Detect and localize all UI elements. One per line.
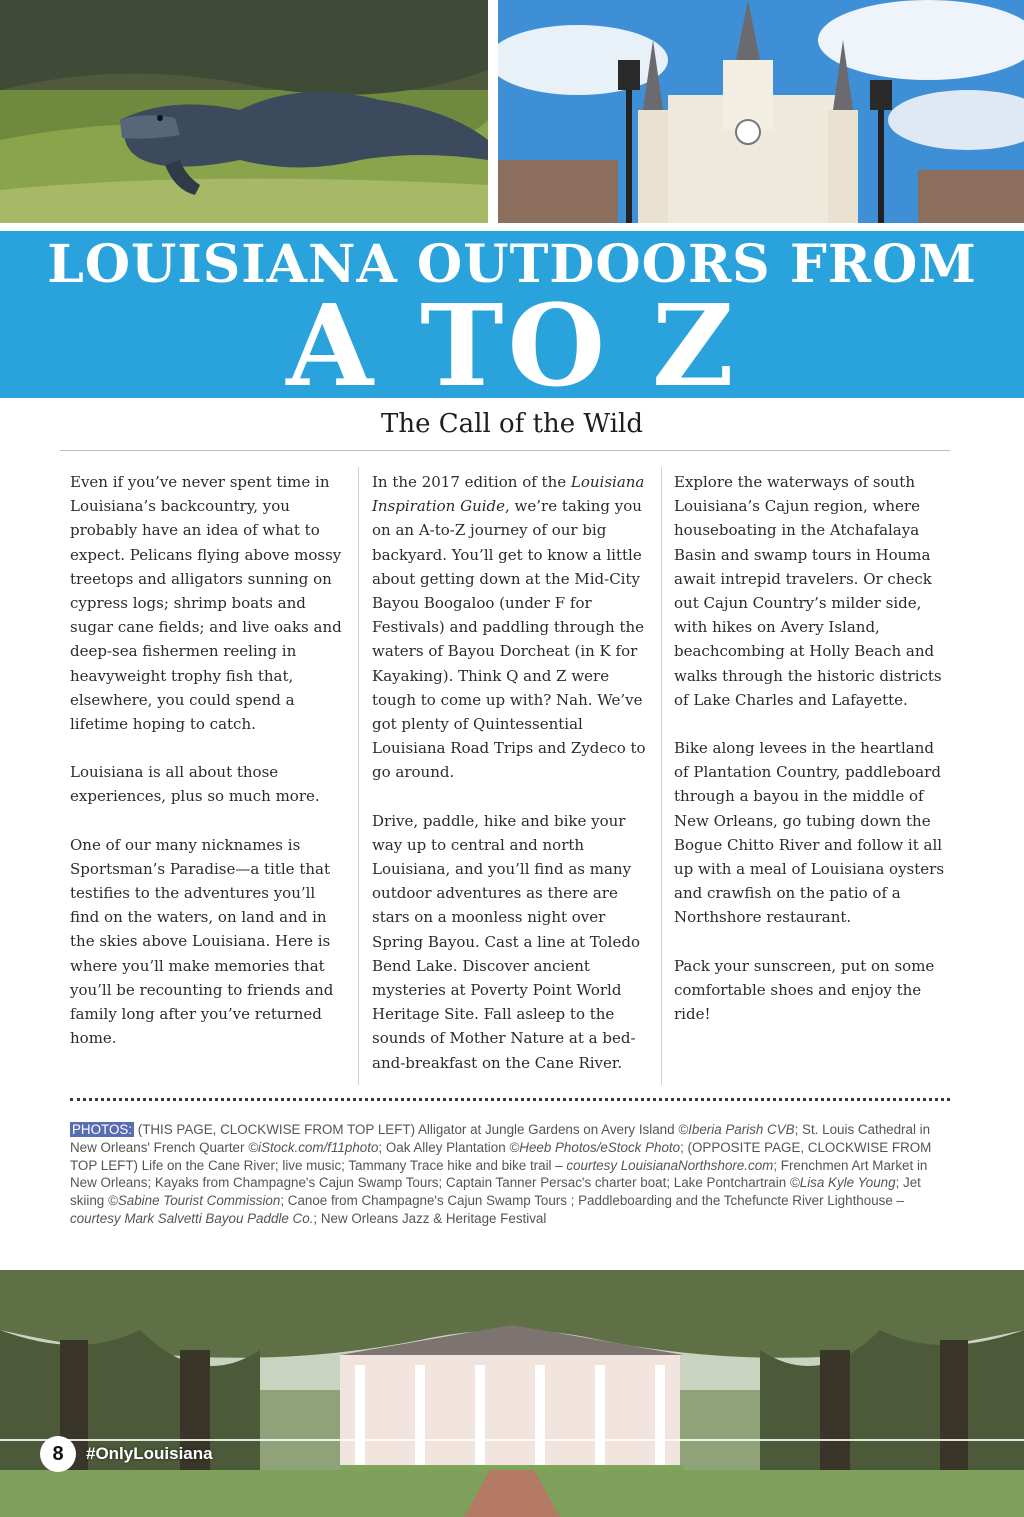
paragraph: Bike along levees in the heartland of Plantation Country, paddleboard through a bayou in the middle of New Orleans, go tubing down the Bogue Chitto River and follow it all up with a meal of Louisiana oysters and crawfish on the patio of a Northshore restaurant. bbox=[674, 739, 945, 927]
credit-source: ©Lisa Kyle Young bbox=[789, 1175, 896, 1191]
credit-text: ; Oak Alley Plantation bbox=[378, 1139, 510, 1155]
credit-text: ; St. Louis Cathedral in New Orleans' French Quarter bbox=[70, 1122, 931, 1155]
plantation-photo bbox=[0, 1270, 1024, 1517]
paragraph: Louisiana is all about those experiences, plus so much more. bbox=[70, 763, 320, 806]
credit-text: (THIS PAGE, CLOCKWISE FROM TOP LEFT) Alligator at Jungle Gardens on Avery Island bbox=[134, 1122, 679, 1137]
credit-text: ; Canoe from Champagne's Cajun Swamp Tours ; Paddleboarding and the Tchefuncte River Lighthouse – bbox=[280, 1193, 904, 1209]
paragraph: Drive, paddle, hike and bike your way up to central and north Louisiana, and you’ll find as many outdoor adventures as there are stars on a moonless night over Spring Bayou. Cast a line at Toledo Bend Lake. Discover ancient mysteries at Poverty Point World Heritage Site. Fall asleep to the sounds of Mother Nature at a bed-and-breakfast on the Cane River. bbox=[372, 811, 640, 1072]
banner-title-line2: A TO Z bbox=[286, 281, 738, 398]
credit-source: courtesy Mark Salvetti Bayou Paddle Co. bbox=[70, 1210, 314, 1226]
column-divider bbox=[358, 467, 359, 1085]
credits-label: PHOTOS: bbox=[72, 1122, 133, 1137]
credit-source: courtesy LouisianaNorthshore.com bbox=[566, 1157, 774, 1173]
guide-title: Louisiana Inspiration Guide bbox=[372, 473, 645, 516]
footer-hashtag: #OnlyLouisiana bbox=[86, 1444, 213, 1463]
article-column-1 bbox=[70, 470, 345, 1074]
title-banner bbox=[0, 231, 1024, 398]
credit-text: ; Jet skiing bbox=[70, 1175, 921, 1209]
text-run: In the 2017 edition of the bbox=[372, 473, 571, 491]
column-divider bbox=[661, 467, 662, 1085]
article-column-2 bbox=[372, 470, 647, 1099]
paragraph: Pack your sunscreen, put on some comfortable shoes and enjoy the ride! bbox=[674, 956, 935, 1024]
subtitle: The Call of the Wild bbox=[381, 409, 643, 439]
credit-source: ©Sabine Tourist Commission bbox=[107, 1193, 281, 1209]
credit-source: ©Iberia Parish CVB bbox=[678, 1122, 795, 1137]
paragraph: One of our many nicknames is Sportsman’s Paradise—a title that testifies to the adventures you’ll find on the waters, on land and in the skies above Louisiana. Here is where you’ll make memories that you’ll be recounting to friends and family long after you’ve returned home. bbox=[70, 835, 334, 1048]
credit-text: ; (OPPOSITE PAGE, CLOCKWISE FROM TOP LEFT) Life on the Cane River; live music; Tammany Trace hike and bike trail – bbox=[70, 1139, 932, 1173]
photo-credits bbox=[70, 1121, 950, 1228]
paragraph: Explore the waterways of south Louisiana’s Cajun region, where houseboating in the Atchafalaya Basin and swamp tours in Houma await intrepid travelers. Or check out Cajun Country’s milder side, with hikes on Avery Island, beachcombing at Holly Beach and walks through the historic districts of Lake Charles and Lafayette. bbox=[674, 473, 942, 709]
alligator-photo bbox=[0, 0, 488, 223]
credit-text: ; New Orleans Jazz & Heritage Festival bbox=[313, 1210, 547, 1226]
credit-source: ©Heeb Photos/eStock Photo bbox=[509, 1139, 681, 1155]
cathedral-photo bbox=[498, 0, 1024, 223]
banner-title-line1: LOUISIANA OUTDOORS FROM bbox=[47, 234, 977, 295]
subtitle-rule bbox=[60, 450, 950, 451]
text-run: , we’re taking you on an A-to-Z journey of our big backyard. You’ll get to know a little about getting down at the Mid-City Bayou Boogaloo (under F for Festivals) and paddling through the waters of Bayou Dorcheat (in K for Kayaking). Think Q and Z were tough to come up with? Nah. We’ve got plenty of Quintessential Louisiana Road Trips and Zydeco to go around. bbox=[372, 497, 646, 782]
page-number: 8 bbox=[40, 1436, 76, 1472]
credit-text: ; Frenchmen Art Market in New Orleans; Kayaks from Champagne's Cajun Swamp Tours; Captain Tanner Persac's charter boat; Lake Pontchartrain bbox=[70, 1157, 928, 1191]
dotted-separator bbox=[70, 1098, 950, 1101]
paragraph: Even if you’ve never spent time in Louisiana’s backcountry, you probably have an idea of what to expect. Pelicans flying above mossy treetops and alligators sunning on cypress logs; shrimp boats and sugar cane fields; and live oaks and deep-sea fishermen reeling in heavyweight trophy fish that, elsewhere, you could spend a lifetime hoping to catch. bbox=[70, 473, 342, 734]
paragraph bbox=[372, 470, 647, 785]
credit-source: ©iStock.com/f11photo bbox=[248, 1139, 379, 1155]
article-column-3 bbox=[674, 470, 949, 1050]
